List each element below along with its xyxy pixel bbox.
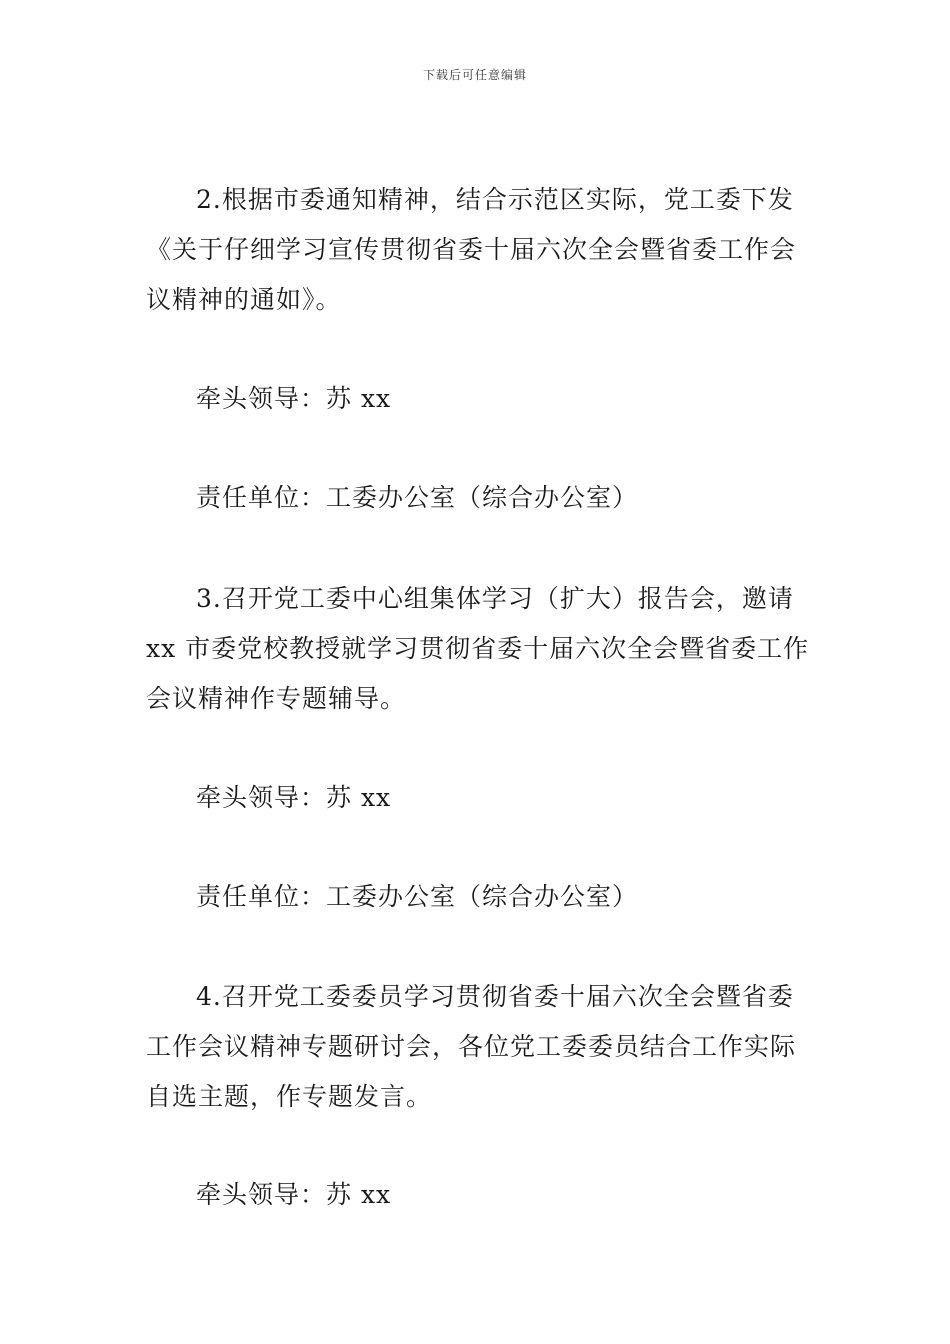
responsible-unit-text: 责任单位：工委办公室（综合办公室）: [196, 483, 639, 512]
paragraph-line: 议精神的通如》。: [146, 285, 342, 314]
paragraph-line: 自选主题，作专题发言。: [146, 1082, 433, 1111]
paragraph-item-4: [146, 972, 810, 1122]
paragraph-line: 4.召开党工委委员学习贯彻省委十届六次全会暨省委: [196, 982, 794, 1011]
paragraph-line: 3.召开党工委中心组集体学习（扩大）报告会，邀请: [196, 584, 794, 613]
lead-leader-line: [146, 374, 810, 424]
lead-leader-text: 牵头领导：苏 xx: [196, 1180, 392, 1209]
paragraph-line: 会议精神作专题辅导。: [146, 684, 407, 713]
header-note: 下载后可任意编辑: [422, 68, 527, 82]
paragraph-line: 《关于仔细学习宣传贯彻省委十届六次全会暨省委工作会: [146, 235, 797, 264]
paragraph-item-2: [146, 175, 810, 325]
paragraph-line: 工作会议精神专题研讨会，各位党工委委员结合工作实际: [146, 1032, 797, 1061]
lead-leader-line: [146, 773, 810, 823]
responsible-unit-line: [146, 473, 810, 523]
paragraph-line: 2.根据市委通知精神，结合示范区实际，党工委下发: [196, 185, 794, 214]
responsible-unit-line: [146, 872, 810, 922]
lead-leader-text: 牵头领导：苏 xx: [196, 384, 392, 413]
responsible-unit-text: 责任单位：工委办公室（综合办公室）: [196, 882, 639, 911]
lead-leader-text: 牵头领导：苏 xx: [196, 783, 392, 812]
paragraph-line: xx 市委党校教授就学习贯彻省委十届六次全会暨省委工作: [146, 634, 810, 663]
lead-leader-line: [146, 1170, 810, 1220]
paragraph-item-3: [146, 574, 810, 724]
